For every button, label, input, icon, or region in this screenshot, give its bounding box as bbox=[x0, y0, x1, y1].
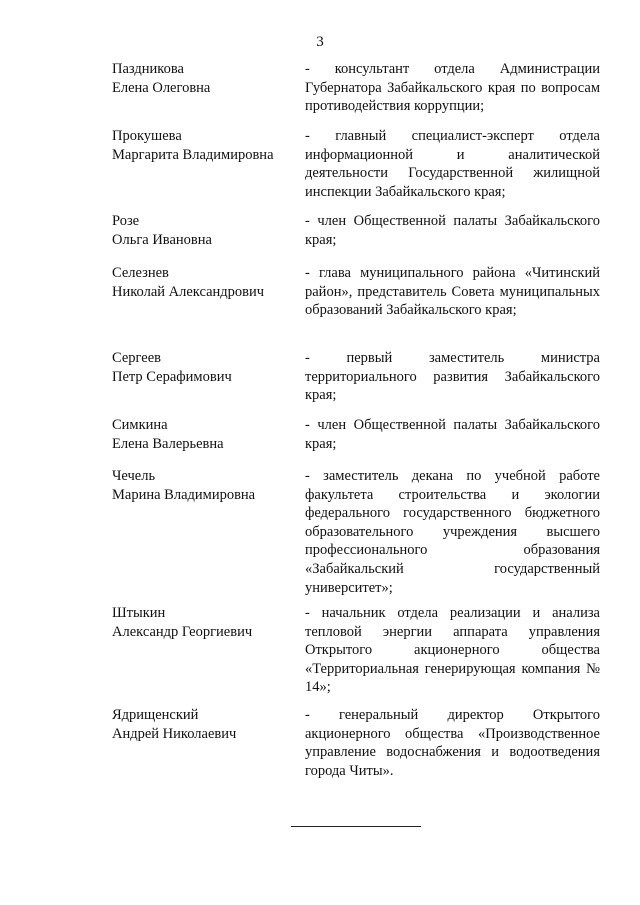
member-position: - главный специалист-эксперт отдела информационной и аналитической деятельности Государственной жилищной инспекции Забайкальского края; bbox=[305, 128, 600, 200]
member-surname: Прокушева bbox=[112, 128, 182, 144]
member-given-names: Елена Валерьевна bbox=[112, 435, 224, 452]
member-given-names: Николай Александрович bbox=[112, 283, 265, 300]
member-surname: Розе bbox=[112, 213, 140, 229]
page-number: 3 bbox=[316, 34, 324, 50]
member-surname: Паздникова bbox=[112, 61, 184, 77]
member-given-names: Елена Олеговна bbox=[112, 79, 211, 96]
member-name bbox=[112, 467, 292, 504]
member-surname: Ядрищенский bbox=[112, 707, 199, 723]
member-given-names: Андрей Николаевич bbox=[112, 725, 237, 742]
member-name bbox=[112, 706, 292, 743]
member-position: - начальник отдела реализации и анализа тепловой энергии аппарата управления Открытого акционерного общества «Территориальная генерирующая компания № 14»; bbox=[305, 605, 600, 696]
member-surname: Симкина bbox=[112, 417, 168, 433]
member-given-names: Ольга Ивановна bbox=[112, 231, 212, 248]
member-position: - член Общественной палаты Забайкальского края; bbox=[305, 213, 600, 248]
closing-divider bbox=[291, 826, 421, 827]
member-name bbox=[112, 604, 292, 641]
member-position: - первый заместитель министра территориального развития Забайкальского края; bbox=[305, 350, 600, 404]
member-given-names: Маргарита Владимировна bbox=[112, 146, 274, 163]
member-given-names: Марина Владимировна bbox=[112, 486, 256, 503]
member-name bbox=[112, 60, 292, 97]
member-name bbox=[112, 212, 292, 249]
member-name bbox=[112, 264, 292, 301]
member-position: - заместитель декана по учебной работе факультета строительства и экологии федерального государственного бюджетного образовательного учреждения высшего профессионального образования «Забайкальский государственный университет»; bbox=[305, 468, 600, 596]
member-surname: Штыкин bbox=[112, 605, 166, 621]
member-given-names: Александр Георгиевич bbox=[112, 623, 253, 640]
member-surname: Сергеев bbox=[112, 350, 162, 366]
member-given-names: Петр Серафимович bbox=[112, 368, 232, 385]
member-name bbox=[112, 127, 292, 164]
member-position: - консультант отдела Администрации Губернатора Забайкальского края по вопросам противодействия коррупции; bbox=[305, 61, 600, 115]
member-position: - генеральный директор Открытого акционерного общества «Производственное управление водоснабжения и водоотведения города Читы». bbox=[305, 707, 600, 779]
member-position: - глава муниципального района «Читинский район», представитель Совета муниципальных образований Забайкальского края; bbox=[305, 265, 600, 319]
member-surname: Селезнев bbox=[112, 265, 169, 281]
member-name bbox=[112, 416, 292, 453]
member-name bbox=[112, 349, 292, 386]
member-position: - член Общественной палаты Забайкальского края; bbox=[305, 417, 600, 452]
member-surname: Чечель bbox=[112, 468, 156, 484]
